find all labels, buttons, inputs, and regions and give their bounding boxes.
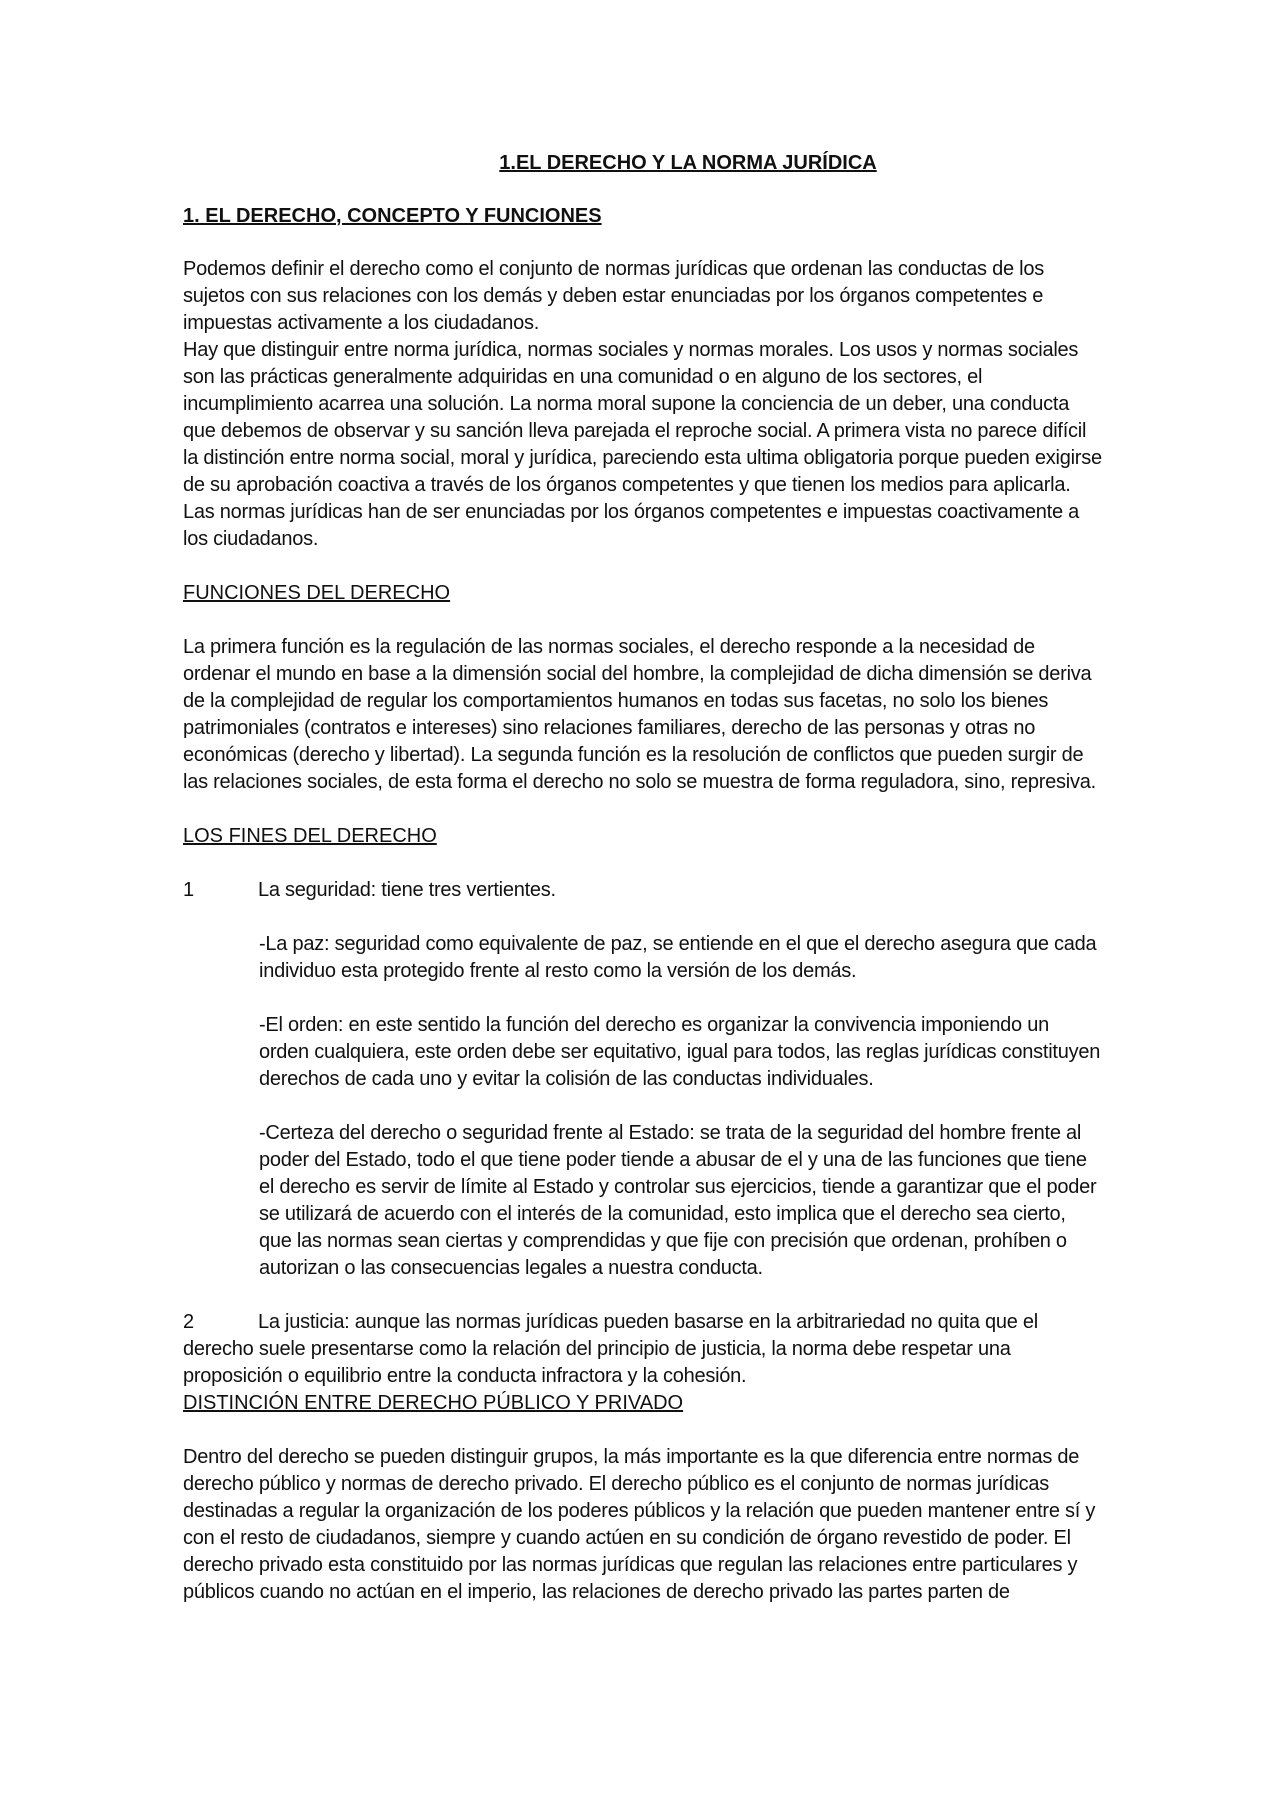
list-item-text: La justicia: aunque las normas jurídicas pueden basarse en la arbitrariedad no quita que el derecho suele presentarse como la relación del principio de justicia, la norma debe respetar una proposición o equilibrio entre la conducta infractora y la cohesión. [183, 1311, 1038, 1387]
paragraph-funciones: La primera función es la regulación de las normas sociales, el derecho responde a la necesidad de ordenar el mundo en base a la dimensión social del hombre, la complejidad de dicha dimensión se deriva de la complejidad de regular los comportamientos humanos en todas sus facetas, no solo los bienes patrimoniales (contratos e intereses) sino relaciones familiares, derecho de las personas y otras no económicas (derecho y libertad). La segunda función es la resolución de conflictos que pueden surgir de las relaciones sociales, de esta forma el derecho no solo se muestra de forma reguladora, sino, represiva. [183, 636, 1096, 793]
document-title: 1.EL DERECHO Y LA NORMA JURÍDICA [499, 152, 877, 174]
heading-funciones: FUNCIONES DEL DERECHO [183, 582, 451, 604]
paragraph-paz: -La paz: seguridad como equivalente de paz, se entiende en el que el derecho asegura que cada individuo esta protegido frente al resto como la versión de los demás. [259, 933, 1097, 982]
list-item-justicia [183, 1309, 1103, 1390]
paragraph-certeza: -Certeza del derecho o seguridad frente al Estado: se trata de la seguridad del hombre frente al poder del Estado, todo el que tiene poder tiende a abusar de el y una de las funciones que tiene el derecho es servir de límite al Estado y controlar sus ejercicios, tiende a garantizar que el poder se utilizará de acuerdo con el interés de la comunidad, esto implica que el derecho sea cierto, que las normas sean ciertas y comprendidas y que fije con precisión que ordenan, prohíben o autorizan o las consecuencias legales a nuestra conducta. [259, 1122, 1097, 1279]
paragraph-orden: -El orden: en este sentido la función del derecho es organizar la convivencia imponiendo un orden cualquiera, este orden debe ser equitativo, igual para todos, las reglas jurídicas constituyen derechos de cada uno y evitar la colisión de las conductas individuales. [259, 1014, 1101, 1090]
document-body [183, 150, 1103, 1606]
paragraph-definition: Podemos definir el derecho como el conjunto de normas jurídicas que ordenan las conductas de los sujetos con sus relaciones con los demás y deben estar enunciadas por los órganos competentes e impuestas activamente a los ciudadanos. [183, 258, 1044, 334]
list-item-seguridad [183, 877, 1103, 904]
heading-fines: LOS FINES DEL DERECHO [183, 825, 437, 847]
list-item-text: La seguridad: tiene tres vertientes. [258, 879, 556, 901]
heading-distincion: DISTINCIÓN ENTRE DERECHO PÚBLICO Y PRIVADO [183, 1392, 684, 1414]
list-number: 2 [183, 1311, 194, 1333]
section-title: 1. EL DERECHO, CONCEPTO Y FUNCIONES [183, 205, 602, 227]
list-number: 1 [183, 879, 194, 901]
paragraph-distinction-norms: Hay que distinguir entre norma jurídica, normas sociales y normas morales. Los usos y normas sociales son las prácticas generalmente adquiridas en una comunidad o en alguno de los sectores, el incumplimiento acarrea una solución. La norma moral supone la conciencia de un deber, una conducta que debemos de observar y su sanción lleva parejada el reproche social. A primera vista no parece difícil la distinción entre norma social, moral y jurídica, pareciendo esta ultima obligatoria porque pueden exigirse de su aprobación coactiva a través de los órganos competentes y que tienen los medios para aplicarla. Las normas jurídicas han de ser enunciadas por los órganos competentes e impuestas coactivamente a los ciudadanos. [183, 339, 1102, 550]
paragraph-distincion: Dentro del derecho se pueden distinguir grupos, la más importante es la que diferencia entre normas de derecho público y normas de derecho privado. El derecho público es el conjunto de normas jurídicas destinadas a regular la organización de los poderes públicos y la relación que pueden mantener entre sí y con el resto de ciudadanos, siempre y cuando actúen en su condición de órgano revestido de poder. El derecho privado esta constituido por las normas jurídicas que regulan las relaciones entre particulares y públicos cuando no actúan en el imperio, las relaciones de derecho privado las partes parten de [183, 1446, 1096, 1603]
